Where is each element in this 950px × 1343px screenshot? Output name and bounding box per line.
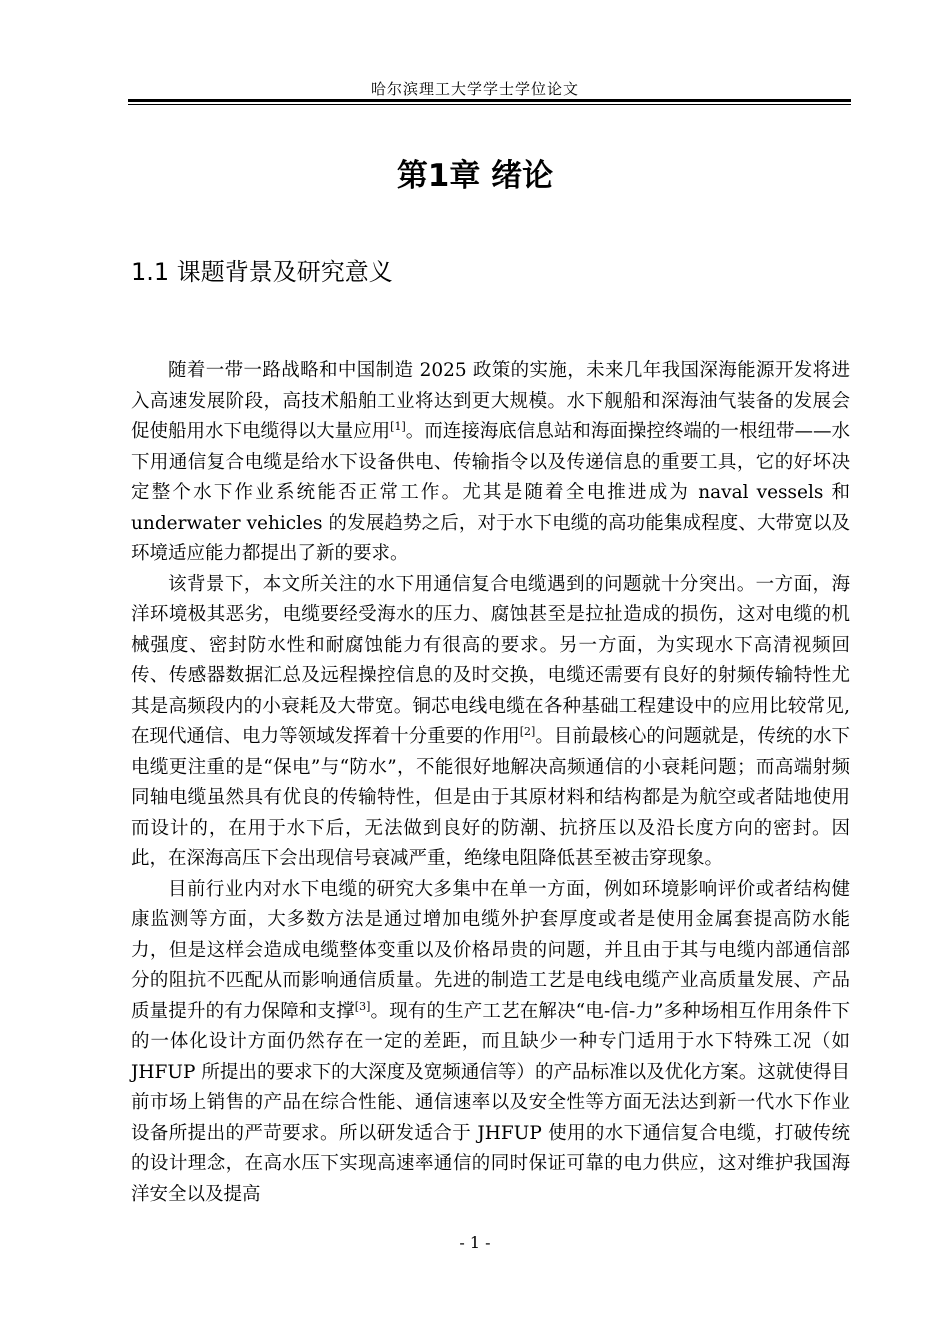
- paragraph-2-text-b: 。目前最核心的问题就是，传统的水下电缆更注重的是“保电”与“防水”，不能很好地解决高频通信的小衰耗问题；而高端射频同轴电缆虽然具有优良的传输特性，但是由于其原材料和结构都是为航空或者陆地使用而设计的，在用于水下后，无法做到良好的防潮、抗挤压以及沿长度方向的密封。因此，在深海高压下会出现信号衰减严重，绝缘电阻降低甚至被击穿现象。: [131, 726, 850, 869]
- paragraph-1-text-a: 随着一带一路战略和中国制造 2025 政策的实施，未来几年我国深海能源开发将进入高速发展阶段，高技术船舶工业将达到更大规模。水下舰船和深海油气装备的发展会促使船用水下电缆得以大量应用: [131, 360, 850, 442]
- paragraph-3: [131, 875, 850, 1211]
- running-header: 哈尔滨理工大学学士学位论文: [370, 80, 579, 98]
- paragraph-1-text-b: 。而连接海底信息站和海面操控终端的一根纽带——水下用通信复合电缆是给水下设备供电、传输指令以及传递信息的重要工具，它的好坏决定整个水下作业系统能否正常工作。尤其是随着全电推进成为 naval vessels 和 underwater vehicles 的发展趋势之后，对于水下电缆的高功能集成程度、大带宽以及环境适应能力都提出了新的要求。: [131, 421, 850, 564]
- paragraph-1: [131, 356, 850, 570]
- page-number: - 1 -: [459, 1233, 491, 1252]
- citation-3: [3]: [354, 999, 371, 1013]
- paragraph-3-text-b: 。现有的生产工艺在解决“电-信-力”多种场相互作用条件下的一体化设计方面仍然存在一定的差距，而且缺少一种专门适用于水下特殊工况（如 JHFUP 所提出的要求下的大深度及宽频通信等）的产品标准以及优化方案。这就使得目前市场上销售的产品在综合性能、通信速率以及安全性等方面无法达到新一代水下作业设备所提出的严苛要求。所以研发适合于 JHFUP 使用的水下通信复合电缆，打破传统的设计理念，在高水压下实现高速率通信的同时保证可靠的电力供应，这对维护我国海洋安全以及提高: [131, 1000, 850, 1205]
- section-heading: 1.1 课题背景及研究意义: [131, 258, 393, 286]
- header-rule-thin: [128, 104, 851, 105]
- citation-2: [2]: [519, 724, 536, 738]
- citation-1: [1]: [390, 419, 406, 433]
- paragraph-2-text-a: 该背景下，本文所关注的水下用通信复合电缆遇到的问题就十分突出。一方面，海洋环境极其恶劣，电缆要经受海水的压力、腐蚀甚至是拉扯造成的损伤，这对电缆的机械强度、密封防水性和耐腐蚀能力有很高的要求。另一方面，为实现水下高清视频回传、传感器数据汇总及远程操控信息的及时交换，电缆还需要有良好的射频传输特性尤其是高频段内的小衰耗及大带宽。铜芯电线电缆在各种基础工程建设中的应用比较常见,在现代通信、电力等领域发挥着十分重要的作用: [131, 573, 850, 747]
- body-text: [131, 356, 850, 1210]
- paragraph-3-text-a: 目前行业内对水下电缆的研究大多集中在单一方面，例如环境影响评价或者结构健康监测等方面，大多数方法是通过增加电缆外护套厚度或者是使用金属套提高防水能力，但是这样会造成电缆整体变重以及价格昂贵的问题，并且由于其与电缆内部通信部分的阻抗不匹配从而影响通信质量。先进的制造工艺是电线电缆产业高质量发展、产品质量提升的有力保障和支撑: [131, 878, 850, 1022]
- chapter-title: 第1章 绪论: [396, 158, 554, 194]
- paragraph-2: [131, 570, 850, 875]
- header-rule-thick: [128, 99, 851, 102]
